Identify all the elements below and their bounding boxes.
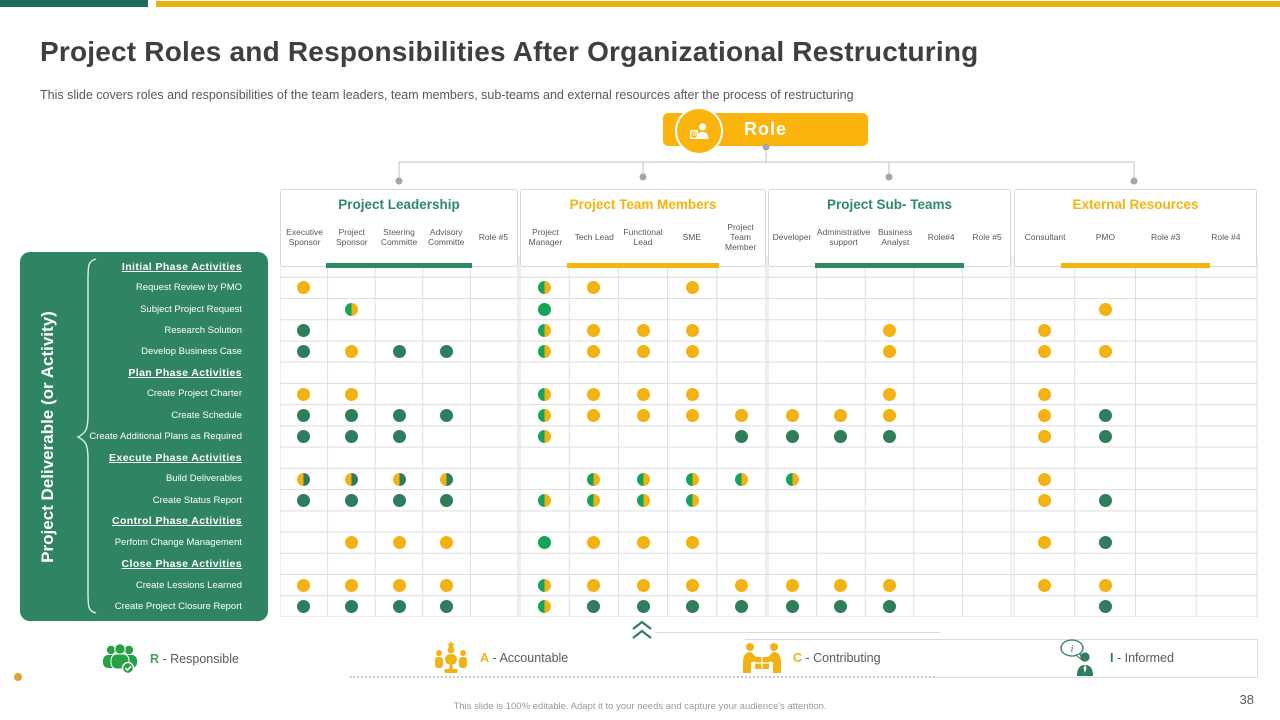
raci-dot-yellow-dot	[686, 388, 699, 401]
raci-dot-dark-green-dot	[393, 600, 406, 613]
role-group-title: Project Team Members	[569, 197, 717, 212]
activity-row-label: Create Project Closure Report	[114, 600, 242, 612]
raci-dot-yellow-dot	[345, 388, 358, 401]
vertical-axis-label: Project Deliverable (or Activity)	[38, 311, 57, 563]
raci-dot-yellow-dot	[1099, 579, 1112, 592]
footer-note: This slide is 100% editable. Adapt it to your needs and capture your audience's attention.	[453, 701, 827, 712]
legend-letter: R	[150, 652, 160, 666]
raci-dot-dark-green-dot	[735, 600, 748, 613]
raci-dot-half-green-left-yellow-right-dot	[686, 494, 699, 507]
legend-word: Contributing	[813, 651, 881, 665]
role-column-header: Developer	[772, 232, 812, 243]
legend-separator: -	[159, 652, 171, 666]
legend-letter: I	[1110, 651, 1114, 665]
raci-dot-dark-green-dot	[786, 430, 799, 443]
page-subtitle: This slide covers roles and responsibilities of the team leaders, team members, sub-teams and external resources after the process of restructuring	[40, 88, 854, 102]
raci-dot-yellow-dot	[587, 388, 600, 401]
raci-dot-half-green-left-yellow-right-dot	[686, 473, 699, 486]
activity-row-label: Create Lessions Learned	[135, 579, 242, 591]
raci-dot-dark-green-dot	[440, 494, 453, 507]
raci-dot-yellow-dot	[735, 579, 748, 592]
raci-dot-yellow-dot	[297, 579, 310, 592]
activity-row-label: Create Project Charter	[146, 388, 242, 400]
raci-dot-yellow-dot	[297, 388, 310, 401]
raci-dot-yellow-dot	[1038, 579, 1051, 592]
raci-dot-yellow-dot	[1099, 345, 1112, 358]
raci-dot-yellow-dot	[686, 324, 699, 337]
raci-dot-yellow-dot	[883, 345, 896, 358]
raci-dot-half-green-left-yellow-right-dot	[637, 494, 650, 507]
role-column-header: Project Team Member	[724, 222, 757, 252]
raci-dot-yellow-dot	[1038, 494, 1051, 507]
raci-dot-dark-green-dot	[786, 600, 799, 613]
raci-dot-dark-green-dot	[345, 430, 358, 443]
legend-word: Accountable	[499, 651, 569, 665]
raci-dot-half-yellow-left-green-right-dot	[440, 473, 453, 486]
activity-row-label: Research Solution	[164, 324, 242, 336]
divider-line	[655, 632, 940, 633]
raci-dot-yellow-dot	[883, 579, 896, 592]
raci-dot-half-green-left-yellow-right-dot	[637, 473, 650, 486]
raci-dot-yellow-dot	[345, 345, 358, 358]
role-column-header: Consultant	[1024, 232, 1066, 243]
raci-dot-half-green-left-yellow-right-dot	[345, 303, 358, 316]
raci-dot-half-yellow-left-green-right-dot	[393, 473, 406, 486]
raci-dot-half-green-left-yellow-right-dot	[538, 409, 551, 422]
role-column-header: Advisory Committe	[428, 227, 465, 247]
raci-dot-yellow-dot	[637, 579, 650, 592]
raci-dot-dark-green-dot	[883, 430, 896, 443]
raci-dot-yellow-dot	[786, 579, 799, 592]
raci-dot-yellow-dot	[345, 579, 358, 592]
activity-row-label: Create Additional Plans as Required	[89, 430, 242, 442]
handshake-icon	[741, 640, 783, 676]
double-chevron-up-icon	[628, 618, 656, 644]
role-group-title: Project Leadership	[338, 197, 460, 212]
legend-letter: C	[793, 651, 803, 665]
raci-dot-yellow-dot	[1038, 473, 1051, 486]
raci-dot-yellow-dot	[686, 409, 699, 422]
raci-dot-half-green-left-yellow-right-dot	[538, 324, 551, 337]
legend-label	[793, 651, 881, 665]
raci-dot-dark-green-dot	[393, 345, 406, 358]
activity-row-label: Build Deliverables	[165, 473, 242, 485]
role-column-header: Role #5	[972, 232, 1002, 243]
role-column-header: Tech Lead	[574, 232, 614, 243]
raci-dot-yellow-dot	[834, 579, 847, 592]
raci-dot-dark-green-dot	[393, 430, 406, 443]
activity-row-label: Perfotm Change Management	[114, 537, 242, 549]
group-accent-bar	[567, 263, 718, 268]
activity-row-label: Create Status Report	[152, 494, 242, 506]
legend-separator: -	[802, 651, 814, 665]
raci-dot-dark-green-dot	[1099, 536, 1112, 549]
raci-dot-dark-green-dot	[345, 409, 358, 422]
raci-dot-half-yellow-left-green-right-dot	[297, 473, 310, 486]
phase-row-label: Close Phase Activities	[121, 557, 242, 570]
activity-row-label: Subject Project Request	[140, 303, 242, 315]
role-column-header: Business Analyst	[878, 227, 913, 247]
role-column-header: Role#4	[927, 232, 955, 243]
raci-dot-yellow-dot	[686, 536, 699, 549]
raci-dot-yellow-dot	[1038, 430, 1051, 443]
raci-dot-half-green-left-yellow-right-dot	[587, 494, 600, 507]
raci-dot-yellow-dot	[786, 409, 799, 422]
winner-podium-icon	[432, 640, 470, 676]
raci-dot-yellow-dot	[883, 388, 896, 401]
role-column-header: Role #4	[1211, 232, 1241, 243]
legend-label	[150, 652, 239, 666]
legend-word: Informed	[1124, 651, 1174, 665]
raci-dot-dark-green-dot	[297, 494, 310, 507]
legend-separator: -	[489, 651, 500, 665]
raci-dot-yellow-dot	[393, 536, 406, 549]
legend-right-border	[1257, 639, 1258, 678]
legend-word: Responsible	[170, 652, 239, 666]
raci-dot-dark-green-dot	[393, 409, 406, 422]
role-column-header: Role #3	[1150, 232, 1181, 243]
legend-separator: -	[1113, 651, 1125, 665]
raci-dot-dark-green-dot	[1099, 494, 1112, 507]
role-group-title: External Resources	[1072, 197, 1199, 212]
raci-dot-yellow-dot	[587, 579, 600, 592]
role-group-card-1	[280, 189, 518, 267]
raci-dot-yellow-dot	[1099, 303, 1112, 316]
raci-dot-yellow-dot	[637, 409, 650, 422]
raci-dot-dark-green-dot	[1099, 409, 1112, 422]
role-column-header: Executive Sponsor	[286, 227, 324, 247]
role-group-card-2	[520, 189, 766, 267]
raci-dot-dark-green-dot	[735, 430, 748, 443]
raci-dot-dark-green-dot	[345, 494, 358, 507]
legend-accountable	[432, 640, 568, 676]
raci-dot-yellow-dot	[345, 536, 358, 549]
top-accent-bar-teal	[0, 0, 148, 7]
team-check-icon	[100, 642, 140, 676]
corner-accent-dot	[14, 673, 22, 681]
legend-informed	[1058, 638, 1174, 678]
raci-dot-dark-green-dot	[345, 600, 358, 613]
raci-dot-yellow-dot	[883, 324, 896, 337]
phase-row-label: Execute Phase Activities	[109, 451, 242, 464]
role-column-header: Role #5	[478, 232, 509, 243]
raci-dot-half-green-left-yellow-right-dot	[735, 473, 748, 486]
role-column-header: Project Sponsor	[335, 227, 368, 247]
raci-dot-yellow-dot	[1038, 536, 1051, 549]
page-number: 38	[1239, 692, 1254, 707]
raci-dot-half-green-left-yellow-right-dot	[786, 473, 799, 486]
raci-dot-yellow-dot	[393, 579, 406, 592]
raci-dot-yellow-dot	[1038, 345, 1051, 358]
raci-dot-half-green-left-yellow-right-dot	[538, 600, 551, 613]
role-column-header: Project Manager	[528, 227, 563, 247]
role-group-card-4	[1014, 189, 1257, 267]
role-group-card-3	[768, 189, 1011, 267]
connector-lines	[0, 138, 1280, 190]
page-title: Project Roles and Responsibilities After Organizational Restructuring	[40, 36, 979, 67]
legend-responsible	[100, 642, 239, 676]
raci-dot-yellow-dot	[883, 409, 896, 422]
legend-label	[480, 651, 568, 665]
raci-dot-yellow-dot	[637, 324, 650, 337]
raci-dot-yellow-dot	[637, 536, 650, 549]
raci-dot-yellow-dot	[735, 409, 748, 422]
dotted-divider	[350, 676, 935, 678]
info-person-icon	[1058, 638, 1100, 678]
raci-dot-half-green-left-yellow-right-dot	[538, 430, 551, 443]
raci-dot-dark-green-dot	[393, 494, 406, 507]
raci-dot-yellow-dot	[1038, 409, 1051, 422]
raci-dot-yellow-dot	[686, 345, 699, 358]
activity-row-label: Create Schedule	[171, 409, 242, 421]
role-column-header: SME	[682, 232, 701, 243]
raci-dot-dark-green-dot	[686, 600, 699, 613]
legend-contributing	[741, 640, 881, 676]
group-accent-bar	[326, 263, 472, 268]
group-accent-bar	[1061, 263, 1210, 268]
legend-letter: A	[480, 651, 490, 665]
raci-dot-half-green-left-yellow-right-dot	[538, 494, 551, 507]
activity-row-label: Develop Business Case	[141, 346, 242, 358]
role-column-header: Functional Lead	[623, 227, 663, 247]
top-accent-bar-yellow	[156, 1, 1280, 7]
legend-label	[1110, 651, 1174, 665]
role-column-header: Steering Committe	[380, 227, 418, 247]
phase-row-label: Control Phase Activities	[112, 515, 242, 528]
raci-dot-half-green-left-yellow-right-dot	[587, 473, 600, 486]
raci-dot-yellow-dot	[637, 345, 650, 358]
raci-dot-half-green-left-yellow-right-dot	[538, 579, 551, 592]
raci-dot-bright-green-dot	[538, 303, 551, 316]
raci-dot-yellow-dot	[440, 579, 453, 592]
raci-dot-dark-green-dot	[883, 600, 896, 613]
raci-dot-dark-green-dot	[440, 600, 453, 613]
raci-dot-dark-green-dot	[440, 409, 453, 422]
group-accent-bar	[815, 263, 964, 268]
raci-dot-yellow-dot	[637, 388, 650, 401]
raci-dot-dark-green-dot	[637, 600, 650, 613]
svg-text:i: i	[1070, 643, 1074, 655]
raci-dot-dark-green-dot	[1099, 600, 1112, 613]
role-group-title: Project Sub- Teams	[826, 197, 953, 212]
raci-dot-half-green-left-yellow-right-dot	[538, 388, 551, 401]
role-column-header: PMO	[1095, 232, 1116, 243]
role-badge-label: Role	[743, 119, 787, 139]
raci-dot-half-yellow-left-green-right-dot	[345, 473, 358, 486]
raci-dot-dark-green-dot	[1099, 430, 1112, 443]
raci-dot-yellow-dot	[1038, 324, 1051, 337]
phase-row-label: Initial Phase Activities	[121, 260, 242, 273]
role-column-header: Administrative support	[816, 227, 871, 247]
raci-dot-yellow-dot	[1038, 388, 1051, 401]
raci-dot-yellow-dot	[686, 579, 699, 592]
activity-row-label: Request Review by PMO	[135, 282, 242, 294]
phase-row-label: Plan Phase Activities	[128, 366, 242, 379]
